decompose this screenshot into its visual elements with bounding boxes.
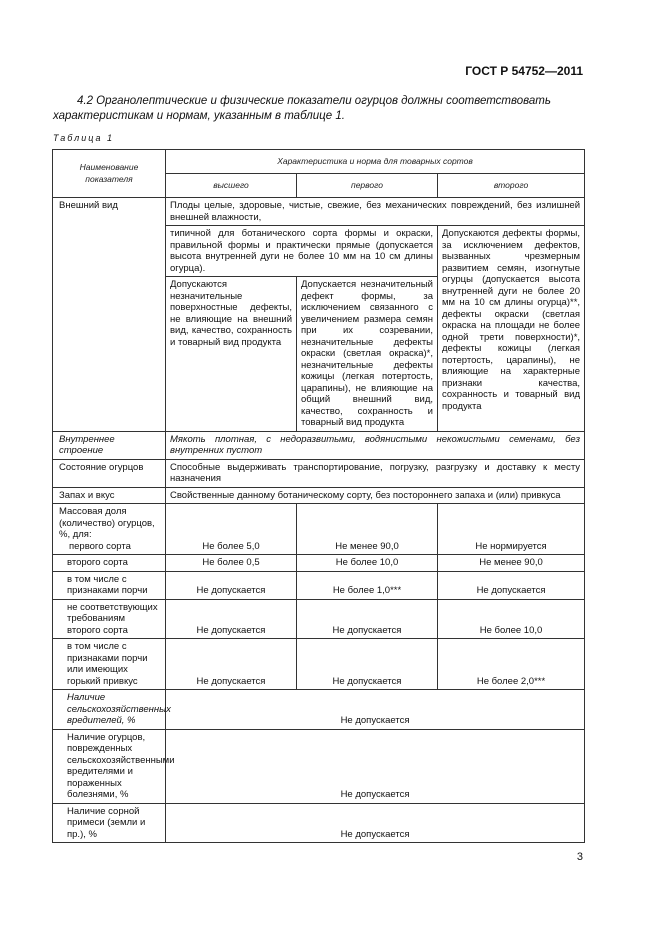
row-appearance-name: Внешний вид bbox=[53, 198, 166, 432]
row-pests-name: Наличие сельскохозяйственных вредителей, % bbox=[53, 690, 166, 730]
header-group: Характеристика и норма для товарных сортов bbox=[166, 150, 585, 174]
row-smell-name: Запах и вкус bbox=[53, 487, 166, 504]
mass-title: Массовая доля (количество) огурцов, %, для: bbox=[59, 506, 155, 540]
mass-second-v3: Не менее 90,0 bbox=[438, 555, 585, 572]
standard-number: ГОСТ Р 54752—2011 bbox=[465, 64, 583, 78]
appearance-typical: типичной для ботанического сорта формы и окраски, правильной формы и практически прямые (допускается высота внутренней дуги не более 10 мм на 10 см длины огурца). bbox=[166, 226, 438, 277]
bitter-v2: Не допускается bbox=[297, 639, 438, 690]
row-structure-name: Внутреннее строение bbox=[53, 431, 166, 459]
mass-first-v1: Не более 5,0 bbox=[166, 504, 297, 555]
spoiled-v1: Не допускается bbox=[166, 571, 297, 599]
appearance-col3: Допускаются дефекты формы, за исключением дефектов, вызванных чрезмерным развитием семян, изогнутые огурцы (допускается высота внутренней дуги не более 20 мм на 10 см длины огурца)**, дефекты окраски (светлая окраска на площади не более одной трети поверхности)*, дефекты кожицы (легкая потертость, царапины), не влияющие на характерные признаки качества, сохранность и товарный вид продукта bbox=[438, 226, 585, 432]
mass-second-v2: Не более 10,0 bbox=[297, 555, 438, 572]
mass-second-v1: Не более 0,5 bbox=[166, 555, 297, 572]
header-col-second: второго bbox=[438, 174, 585, 198]
header-col-first: первого bbox=[297, 174, 438, 198]
noncompliant-v1: Не допускается bbox=[166, 599, 297, 639]
header-indicator-name: Наименование показателя bbox=[53, 150, 166, 198]
dirt-value: Не допускается bbox=[166, 803, 585, 843]
bitter-v3: Не более 2,0*** bbox=[438, 639, 585, 690]
mass-first-sort-name: первого сорта bbox=[69, 540, 131, 552]
noncompliant-v3: Не более 10,0 bbox=[438, 599, 585, 639]
row-dirt-name: Наличие сорной примеси (земли и пр.), % bbox=[53, 803, 166, 843]
row-second-sort-name: второго сорта bbox=[53, 555, 166, 572]
page-number: 3 bbox=[576, 851, 583, 863]
row-noncompliant-name: не соответствующих требованиям второго сорта bbox=[53, 599, 166, 639]
mass-first-v3: Не нормируется bbox=[438, 504, 585, 555]
row-mass-name bbox=[53, 504, 166, 555]
header-col-highest: высшего bbox=[166, 174, 297, 198]
structure-value: Мякоть плотная, с недоразвитыми, водянистыми некожистыми семенами, без внутренних пустот bbox=[166, 431, 585, 459]
noncompliant-v2: Не допускается bbox=[297, 599, 438, 639]
row-condition-name: Состояние огурцов bbox=[53, 459, 166, 487]
damaged-value: Не допускается bbox=[166, 729, 585, 803]
table-caption: Таблица 1 bbox=[53, 133, 115, 143]
condition-value: Способные выдерживать транспортирование, погрузку, разгрузку и доставку к месту назначения bbox=[166, 459, 585, 487]
pests-value: Не допускается bbox=[166, 690, 585, 730]
spoiled-v2: Не более 1,0*** bbox=[297, 571, 438, 599]
intro-paragraph: 4.2 Органолептические и физические показатели огурцов должны соответствовать характеристикам и нормам, указанным в таблице 1. bbox=[53, 95, 551, 122]
smell-value: Свойственные данному ботаническому сорту, без постороннего запаха и (или) привкуса bbox=[166, 487, 585, 504]
appearance-col1: Допускаются незначительные поверхностные дефекты, не влияющие на внешний вид, качество, сохранность и товарный вид продукта bbox=[166, 277, 297, 432]
row-bitter-name: в том числе с признаками порчи или имеющих горький привкус bbox=[53, 639, 166, 690]
quality-table bbox=[52, 149, 585, 843]
bitter-v1: Не допускается bbox=[166, 639, 297, 690]
mass-first-v2: Не менее 90,0 bbox=[297, 504, 438, 555]
appearance-col2: Допускается незначительный дефект формы, за исключением связанного с увеличением размера семян при их созревании, незначительные дефекты окраски (светлая окраска)*, незначительные дефекты кожицы (легкая потертость, царапины), не влияющие на общий внешний вид, качество, сохранность и товарный вид продукта bbox=[297, 277, 438, 432]
row-spoiled-name: в том числе с признаками порчи bbox=[53, 571, 166, 599]
row-damaged-name: Наличие огурцов, поврежденных сельскохозяйственными вредителями и пораженных болезнями, % bbox=[53, 729, 166, 803]
appearance-all: Плоды целые, здоровые, чистые, свежие, без механических повреждений, без излишней внешней влажности, bbox=[166, 198, 585, 226]
spoiled-v3: Не допускается bbox=[438, 571, 585, 599]
